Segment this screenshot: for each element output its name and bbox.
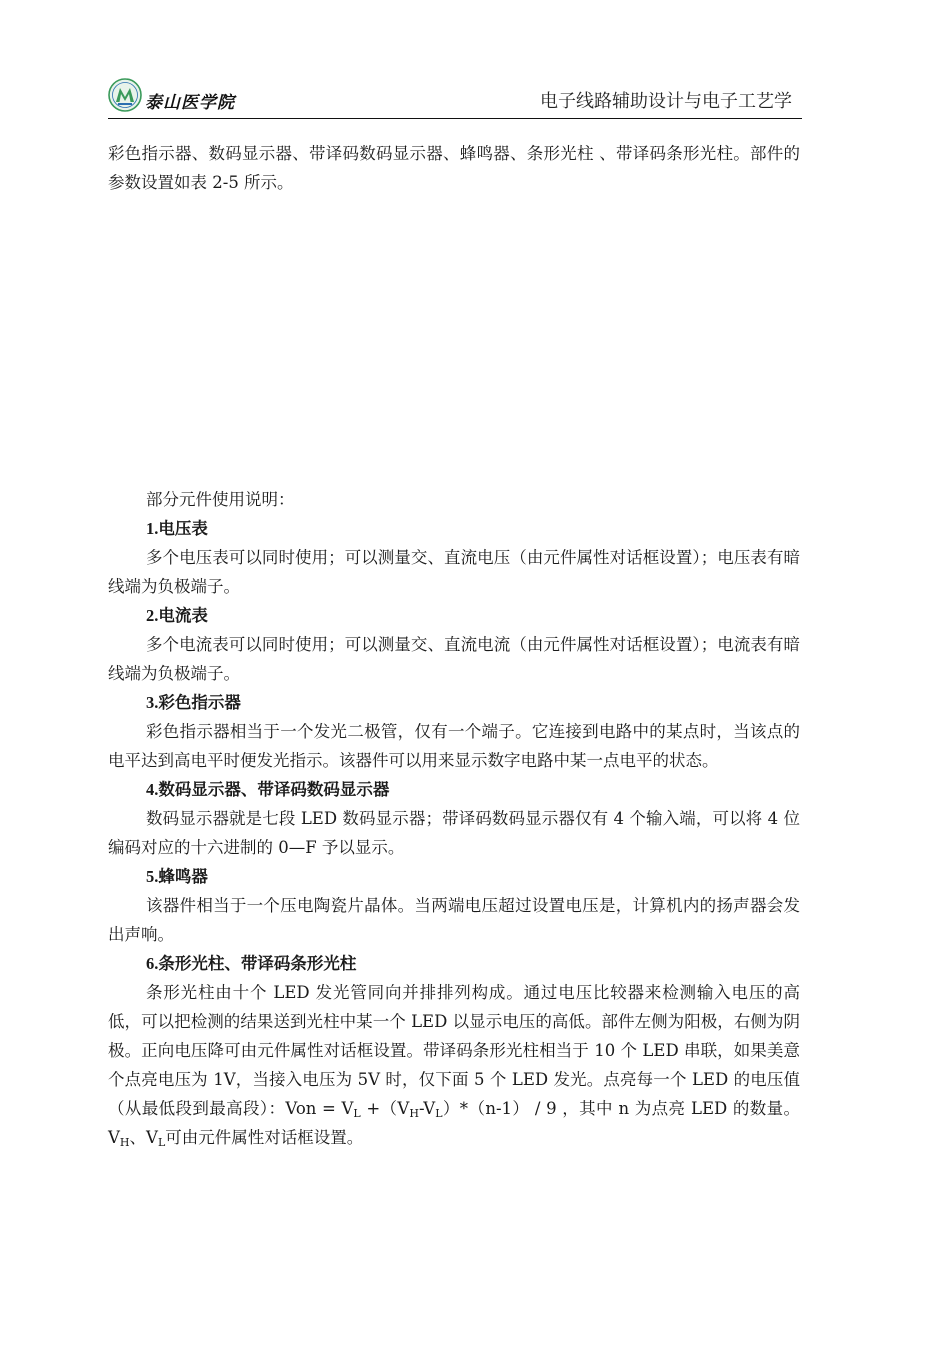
section-heading-color-indicator: 3.彩色指示器 (146, 693, 241, 712)
page-header (108, 76, 802, 120)
intro-paragraph: 彩色指示器、数码显示器、带译码数码显示器、蜂鸣器、条形光柱 、带译码条形光柱。部件的参数设置如表 2-5 所示。 (108, 144, 800, 192)
header-rule (108, 118, 802, 119)
section-text-digit-display: 数码显示器就是七段 LED 数码显示器；带译码数码显示器仅有 4 个输入端，可以将 4 位编码对应的十六进制的 0—F 予以显示。 (108, 809, 800, 857)
section-heading-ammeter: 2.电流表 (146, 606, 208, 625)
section-text-bar-graph: 条形光柱由十个 LED 发光管同向并排排列构成。通过电压比较器来检测输入电压的高低，可以把检测的结果送到光柱中某一个 LED 以显示电压的高低。部件左侧为阳极，右侧为阴极。正向电压降可由元件属性对话框设置。带译码条形光柱相当于 10 个 LED 串联，如果美意个点亮电压为 1V，当接入电压为 5V 时，仅下面 5 个 LED 发光。点亮每一个 LED 的电压值（从最低段到最高段）：Von = $V_L +(V_H-V_L)*(n-1) / 9$ ，其中 n 为点亮 LED 的数量。$V_H$、$V_L$可由元件属性对话框设置。 (108, 983, 800, 1149)
school-name: 泰山医学院 (145, 93, 235, 113)
book-title: 电子线路辅助设计与电子工艺学 (540, 91, 792, 112)
figure-placeholder (108, 200, 800, 475)
usage-notes (108, 485, 800, 1152)
section-text-buzzer: 该器件相当于一个压电陶瓷片晶体。当两端电压超过设置电压是，计算机内的扬声器会发出声响。 (108, 896, 800, 944)
section-text-color-indicator: 彩色指示器相当于一个发光二极管，仅有一个端子。它连接到电路中的某点时，当该点的电平达到高电平时便发光指示。该器件可以用来显示数字电路中某一点电平的状态。 (108, 722, 800, 770)
intro-paragraph-block (108, 139, 800, 197)
section-heading-voltmeter: 1.电压表 (146, 519, 208, 538)
school-logo-icon (108, 78, 142, 112)
section-text-voltmeter: 多个电压表可以同时使用；可以测量交、直流电压（由元件属性对话框设置）；电压表有暗线端为负极端子。 (108, 548, 800, 596)
section-heading-digit-display: 4.数码显示器、带译码数码显示器 (146, 780, 390, 799)
section-text-ammeter: 多个电流表可以同时使用；可以测量交、直流电流（由元件属性对话框设置）；电流表有暗线端为负极端子。 (108, 635, 800, 683)
usage-intro: 部分元件使用说明： (146, 490, 295, 509)
section-heading-bar-graph: 6.条形光柱、带译码条形光柱 (146, 954, 357, 973)
section-heading-buzzer: 5.蜂鸣器 (146, 867, 208, 886)
